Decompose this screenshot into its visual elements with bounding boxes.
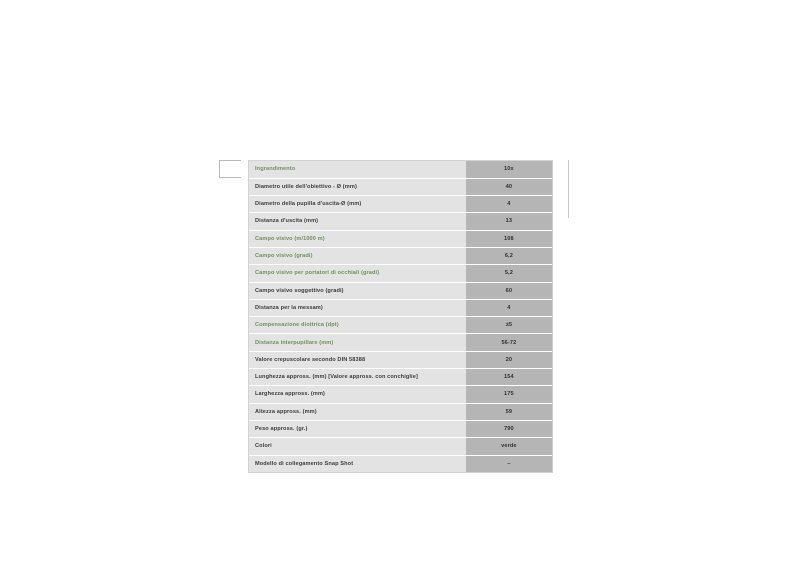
table-row	[249, 299, 552, 316]
table-row	[249, 334, 552, 351]
table-row	[249, 438, 552, 455]
table-body	[249, 161, 552, 472]
spec-value: 10x	[466, 161, 552, 178]
spec-value: 154	[466, 369, 552, 386]
spec-label: Campo visivo soggettivo (gradi)	[249, 282, 466, 299]
spec-label: Larghezza appross. (mm)	[249, 386, 466, 403]
table-row	[249, 420, 552, 437]
spec-label: Altezza appross. (mm)	[249, 403, 466, 420]
table-row	[249, 196, 552, 213]
spec-label: Campo visivo (m/1000 m)	[249, 230, 466, 247]
spec-value: verde	[466, 438, 552, 455]
spec-label: Compensazione diottrica (dpt)	[249, 317, 466, 334]
table-row	[249, 265, 552, 282]
table-row	[249, 369, 552, 386]
spec-label: Campo visivo (gradi)	[249, 247, 466, 264]
spec-value: 6,2	[466, 247, 552, 264]
spec-value: 5,2	[466, 265, 552, 282]
bracket-vertical-line	[219, 160, 220, 178]
spec-label: Campo visivo per portatori di occhiali (gradi)	[249, 265, 466, 282]
spec-value: 790	[466, 420, 552, 437]
table-row	[249, 178, 552, 195]
spec-value: 40	[466, 178, 552, 195]
specifications-table	[249, 161, 552, 472]
table-row	[249, 247, 552, 264]
spec-value: –	[466, 455, 552, 472]
spec-label: Ingrandimento	[249, 161, 466, 178]
table-row	[249, 161, 552, 178]
spec-label: Distanza d'uscita (mm)	[249, 213, 466, 230]
spec-value: 4	[466, 299, 552, 316]
spec-label: Peso appross. (gr.)	[249, 420, 466, 437]
table-row	[249, 230, 552, 247]
spec-value: ±5	[466, 317, 552, 334]
spec-label: Lunghezza appross. (mm) [Valore appross. con conchiglie]	[249, 369, 466, 386]
spec-value: 60	[466, 282, 552, 299]
spec-value: 20	[466, 351, 552, 368]
spec-value: 13	[466, 213, 552, 230]
spec-label: Colori	[249, 438, 466, 455]
right-edge-line	[568, 160, 569, 218]
table-row	[249, 351, 552, 368]
table-row	[249, 403, 552, 420]
table-row	[249, 386, 552, 403]
table-row	[249, 213, 552, 230]
table-row	[249, 317, 552, 334]
spec-label: Modello di collegamento Snap Shot	[249, 455, 466, 472]
spec-label: Distanza per la messam)	[249, 299, 466, 316]
spec-label: Valore crepuscolare secondo DIN 58388	[249, 351, 466, 368]
spec-value: 56-72	[466, 334, 552, 351]
spec-value: 4	[466, 196, 552, 213]
table-row	[249, 282, 552, 299]
spec-value: 108	[466, 230, 552, 247]
spec-value: 175	[466, 386, 552, 403]
spec-label: Diametro della pupilla d'uscita-Ø (mm)	[249, 196, 466, 213]
bracket-bottom-line	[219, 177, 241, 178]
spec-label: Distanza interpupillare (mm)	[249, 334, 466, 351]
bracket-top-line	[219, 160, 241, 161]
spec-value: 59	[466, 403, 552, 420]
table-row	[249, 455, 552, 472]
spec-label: Diametro utile dell'obiettivo - Ø (mm)	[249, 178, 466, 195]
